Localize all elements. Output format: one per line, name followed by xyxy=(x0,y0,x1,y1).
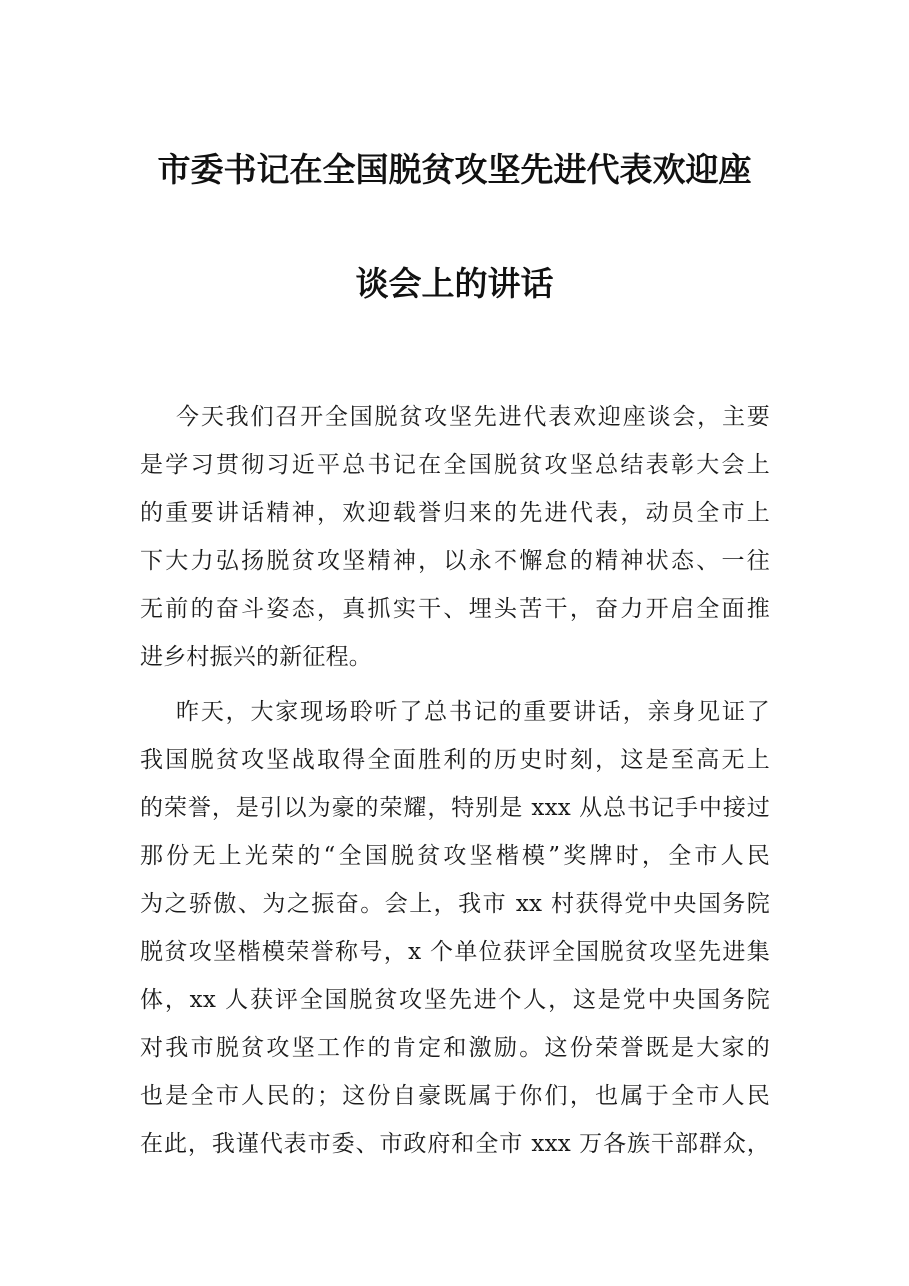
paragraph-1-line-5: 无前的奋斗姿态，真抓实干、埋头苦干，奋力开启全面推 xyxy=(140,596,770,622)
paragraph-2-line-1: 昨天，大家现场聆听了总书记的重要讲话，亲身见证了 xyxy=(176,699,770,725)
paragraph-2-line-10: 在此，我谨代表市委、市政府和全市 xxx 万各族干部群众， xyxy=(140,1131,770,1157)
paragraph-2-line-4: 那份无上光荣的“全国脱贫攻坚楷模”奖牌时，全市人民 xyxy=(140,843,770,869)
paragraph-1-line-4: 下大力弘扬脱贫攻坚精神，以永不懈怠的精神状态、一往 xyxy=(140,548,770,574)
paragraph-2-line-3: 的荣誉，是引以为豪的荣耀，特别是 xxx 从总书记手中接过 xyxy=(140,795,770,821)
paragraph-1-line-6: 进乡村振兴的新征程。 xyxy=(140,644,372,670)
document-title-line-2: 谈会上的讲话 xyxy=(355,264,554,303)
paragraph-1-line-2: 是学习贯彻习近平总书记在全国脱贫攻坚总结表彰大会上 xyxy=(140,452,770,478)
document-title-line-1: 市委书记在全国脱贫攻坚先进代表欢迎座 xyxy=(157,150,752,189)
paragraph-2-line-7: 体，xx 人获评全国脱贫攻坚先进个人，这是党中央国务院 xyxy=(140,987,770,1013)
paragraph-2-line-8: 对我市脱贫攻坚工作的肯定和激励。这份荣誉既是大家的 xyxy=(140,1035,770,1061)
paragraph-2-line-2: 我国脱贫攻坚战取得全面胜利的历史时刻，这是至高无上 xyxy=(140,747,770,773)
paragraph-1-line-3: 的重要讲话精神，欢迎载誉归来的先进代表，动员全市上 xyxy=(140,500,770,526)
paragraph-2-line-9: 也是全市人民的；这份自豪既属于你们，也属于全市人民 xyxy=(140,1083,770,1109)
paragraph-2-line-6: 脱贫攻坚楷模荣誉称号，x 个单位获评全国脱贫攻坚先进集 xyxy=(140,939,770,965)
paragraph-1-line-1: 今天我们召开全国脱贫攻坚先进代表欢迎座谈会，主要 xyxy=(176,404,770,430)
paragraph-2-line-5: 为之骄傲、为之振奋。会上，我市 xx 村获得党中央国务院 xyxy=(140,891,770,917)
